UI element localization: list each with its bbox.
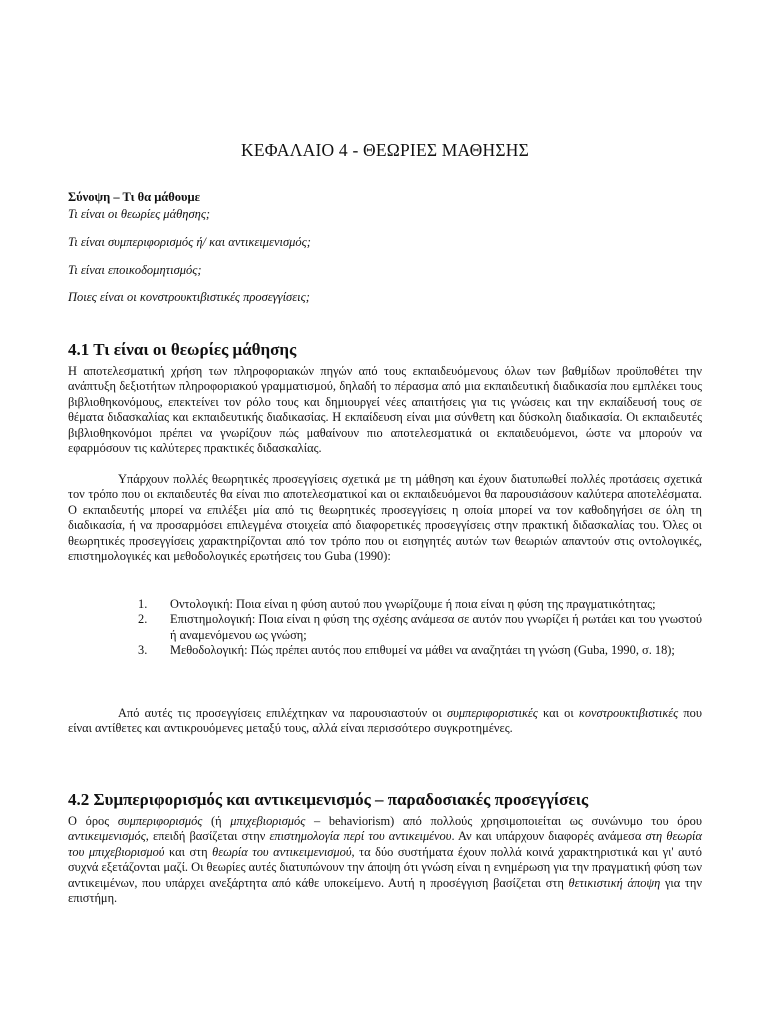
paragraph-selected-approaches [68,706,702,737]
text-run: Από αυτές τις προσεγγίσεις επιλέχτηκαν να παρουσιαστούν οι [118,706,448,720]
text-run: , επειδή βασίζεται στην [145,829,270,844]
summary-question: Τι είναι συμπεριφορισμός ή/ και αντικειμενισμός; [68,235,311,249]
emphasis-behaviorist: συμπεριφοριστικές [447,706,538,720]
emphasis-term: θεωρία του αντικειμενισμού [212,844,352,859]
text-run: , τα δύο συστήματα έχουν πολλά κοινά χαρακτηριστικά και γι' αυτό συχνά εξετάζονται μαζί. Οι θεωρίες αυτές διατυπώνουν την άποψη ότι γνώση είναι η ενημέρωση για την πραγματική φύση των αντικειμένων, που υπάρχει ανεξάρτητα από κάθε υποκείμενο. Αυτή η προσέγγιση βασίζεται στη [68,844,702,890]
section-heading-4-2: 4.2 Συμπεριφορισμός και αντικειμενισμός – παραδοσιακές προσεγγίσεις [68,790,589,809]
list-text: Επιστημολογική: Ποια είναι η φύση της σχέσης ανάμεσα σε αυτόν που γνωρίζει ή ρωτάει και του γνωστού ή αναμενόμενου ως γνώση; [170,612,702,642]
emphasis-term: θετικιστική άποψη [568,875,661,890]
text-run: – behaviorism) από πολλούς χρησιμοποιείται ως συνώνυμο του όρου [305,814,703,828]
guba-questions-list [138,597,702,659]
list-text: Οντολογική: Ποια είναι η φύση αυτού που γνωρίζουμε ή ποια είναι η φύση της πραγματικότητας; [170,597,656,611]
section-heading-4-1: 4.1 Τι είναι οι θεωρίες μάθησης [68,340,297,359]
text-run: και οι [537,706,579,720]
summary-question: Ποιες είναι οι κονστρουκτιβιστικές προσεγγίσεις; [68,290,310,304]
emphasis-term: συμπεριφορισμός [117,814,203,828]
paragraph-intro: Η αποτελεσματική χρήση των πληροφοριακών πηγών από τους εκπαιδευόμενους όλων των βαθμίδων προϋποθέτει την ανάπτυξη δεξιοτήτων πληροφοριακού γραμματισμού, δηλαδή το πέρασμα από μια εκπαιδευτική διαδικασία που εμπλέκει τους βιβλιοθηκονόμους, επεκτείνει τον ρόλο τους και δημιουργεί νέες απαιτήσεις για τις γνώσεις και την εκπαίδευσή τους σε θέματα διδασκαλίας και εκπαιδευτικής διαδικασίας. Η εκπαίδευση είναι μια σύνθετη και δύσκολη διαδικασία. Οι εκπαιδευτές βιβλιοθηκονόμοι πρέπει να γνωρίζουν πώς μαθαίνουν πιο αποτελεσματικά οι εκπαιδευόμενοι, ώστε να μπορούν να εφαρμόσουν τις καλύτερες πρακτικές διδασκαλίας. [68,364,702,456]
emphasis-term: επιστημολογία περί του αντικειμένου [269,829,452,844]
list-item [138,597,702,612]
chapter-title: ΚΕΦΑΛΑΙΟ 4 - ΘΕΩΡΙΕΣ ΜΑΘΗΣΗΣ [241,140,529,160]
text-run: και στη [164,844,213,859]
list-number: 2. [138,612,148,627]
text-run: Ο όρος [68,814,118,828]
summary-question: Τι είναι οι θεωρίες μάθησης; [68,207,211,221]
list-item [138,612,702,643]
text-run: (ή [202,814,231,828]
emphasis-term: αντικειμενισμός [68,829,146,844]
text-run: που είναι αντίθετες και αντικρουόμενες μεταξύ τους, αλλά είναι περισσότερο συγκροτημένες. [68,706,703,736]
list-item [138,643,702,658]
text-run: για την επιστήμη. [68,875,702,906]
list-number: 1. [138,597,148,611]
emphasis-constructivist: κονστρουκτιβιστικές [578,706,679,720]
list-text: Μεθοδολογική: Πώς πρέπει αυτός που επιθυμεί να μάθει να αναζητάει τη γνώση (Guba, 1990, σ. 18); [170,643,675,658]
list-number: 3. [138,643,148,658]
emphasis-term: στη θεωρία του μπιχεβιορισμού [68,829,702,859]
paragraph-approaches: Υπάρχουν πολλές θεωρητικές προσεγγίσεις σχετικά με τη μάθηση και έχουν διατυπωθεί πολλές προτάσεις σχετικά τον τρόπο που οι εκπαιδευτές θα είναι πιο αποτελεσματικοί και οι εκπαιδευόμενοι θα παρουσιάσουν καλύτερα αποτελέσματα. Ο εκπαιδευτής μπορεί να επιλέξει μία από τις θεωρητικές προσεγγίσεις η οποία μπορεί να τον καθοδηγήσει σε όλη τη διαδικασία, ή να προσαρμόσει επιλεγμένα στοιχεία από διαφορετικές προσεγγίσεις στην πρακτική διδασκαλίας του. Όλες οι θεωρητικές προσεγγίσεις χαρακτηρίζονται από τον τρόπο που οι εισηγητές αυτών των θεωριών απαντούν στις οντολογικές, επιστημολογικές και μεθοδολογικές ερωτήσεις του Guba (1990): [68,472,702,564]
paragraph-behaviorism [68,814,702,906]
summary-heading: Σύνοψη – Τι θα μάθουμε [68,190,200,204]
emphasis-term: μπιχεβιορισμός [230,814,306,828]
text-run: . Αν και υπάρχουν διαφορές ανάμεσα [451,829,646,844]
summary-question: Τι είναι εποικοδομητισμός; [68,263,202,277]
